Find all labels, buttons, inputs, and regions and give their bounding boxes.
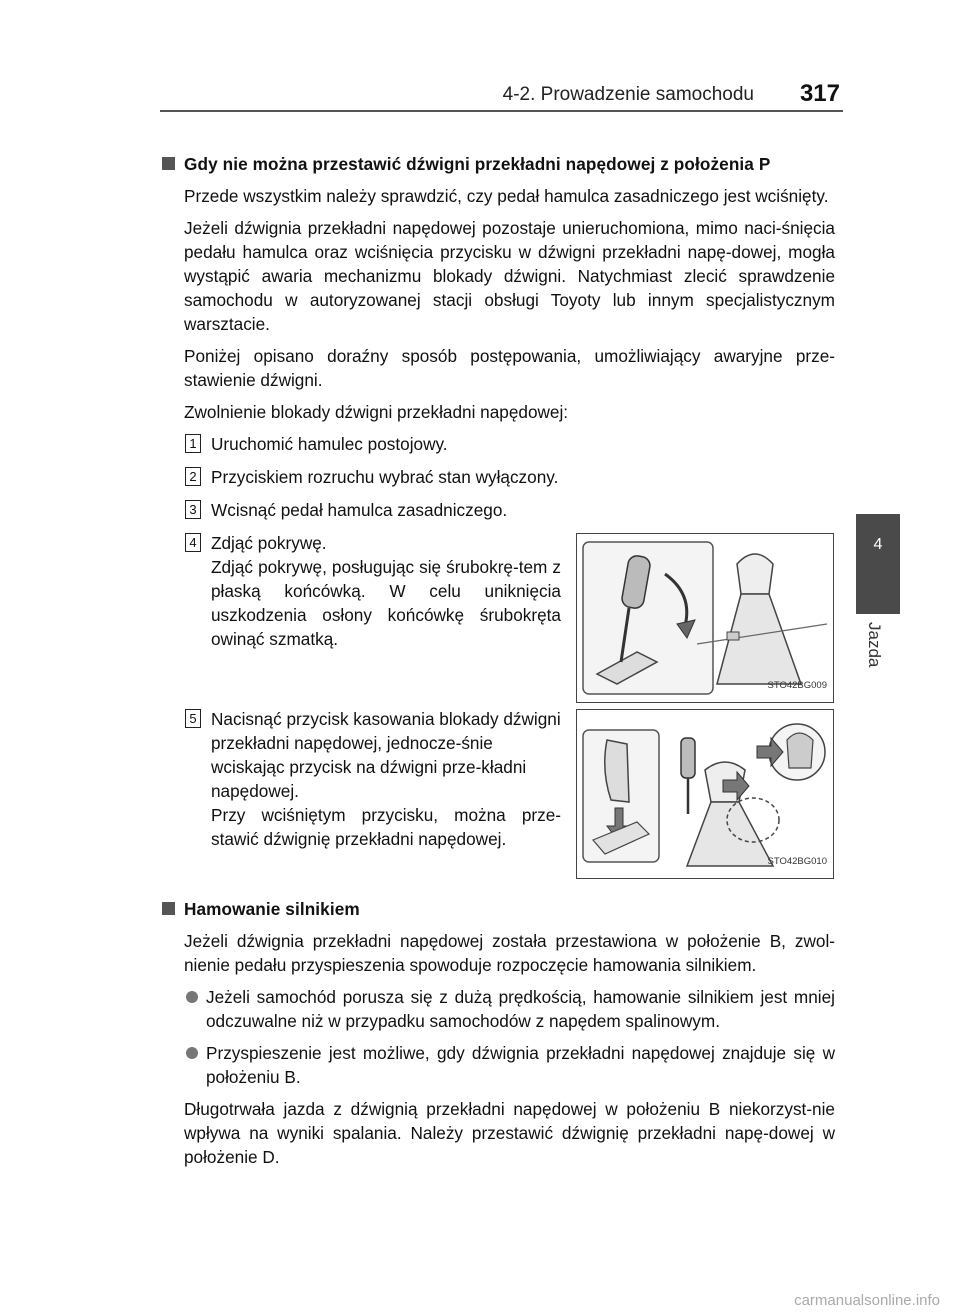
figure-lock-release — [576, 709, 834, 879]
chapter-tab — [856, 514, 900, 614]
step-text: Uruchomić hamulec postojowy. — [211, 434, 448, 454]
bullet-text: Przyspieszenie jest możliwe, gdy dźwignia przekładni napędowej znajduje się w położeniu B. — [206, 1043, 835, 1087]
paragraph: Długotrwała jazda z dźwignią przekładni napędowej w położeniu B niekorzyst-nie wpływa na wyniki spalania. Należy przestawić dźwignię przekładni napę-dowej w położenie D. — [184, 1099, 835, 1167]
step-item — [184, 498, 835, 522]
step-text: Wcisnąć pedał hamulca zasadniczego. — [211, 500, 508, 520]
step-text: Nacisnąć przycisk kasowania blokady dźwigni przekładni napędowej, jednocze-śnie wciskając przycisk na dźwigni prze-kładni napędowej. — [211, 709, 561, 801]
page-header — [180, 78, 840, 114]
step-number: 3 — [185, 500, 201, 519]
step-item — [184, 465, 835, 489]
paragraph: Przede wszystkim należy sprawdzić, czy pedał hamulca zasadniczego jest wciśnięty. — [184, 186, 829, 206]
step-with-figure — [160, 707, 835, 893]
step-item — [184, 432, 835, 456]
step-number: 5 — [185, 709, 201, 728]
section-title — [160, 897, 835, 921]
header-rule — [160, 110, 843, 112]
chapter-tab-label-box — [856, 614, 900, 674]
step-text: Przyciskiem rozruchu wybrać stan wyłączony. — [211, 467, 559, 487]
step-number: 4 — [185, 533, 201, 552]
chapter-title: 4-2. Prowadzenie samochodu — [502, 84, 754, 105]
step-detail: Zdjąć pokrywę, posługując się śrubokrę-tem z płaską końcówką. W celu uniknięcia uszkodzenia osłony końcówkę śrubokręta owinąć szmatką. — [211, 557, 561, 649]
step-text: Zdjąć pokrywę. — [211, 533, 327, 553]
paragraph: Poniżej opisano doraźny sposób postępowania, umożliwiający awaryjne prze-stawienie dźwigni. — [184, 346, 835, 390]
section-title-text: Gdy nie można przestawić dźwigni przekładni napędowej z położenia P — [184, 154, 771, 174]
step-with-figure — [160, 531, 835, 707]
page-number: 317 — [799, 80, 840, 107]
bullet-item — [184, 985, 835, 1033]
step-detail: Przy wciśniętym przycisku, można prze-stawić dźwignię przekładni napędowej. — [211, 805, 561, 849]
figure-code: STO42BG009 — [767, 680, 827, 691]
round-bullet-icon — [186, 991, 198, 1003]
section-title-text: Hamowanie silnikiem — [184, 899, 360, 919]
figure-cover-removal — [576, 533, 834, 703]
round-bullet-icon — [186, 1047, 198, 1059]
step-number: 2 — [185, 467, 201, 486]
chapter-tab-label: Jazda — [865, 622, 884, 668]
bullet-item — [184, 1041, 835, 1089]
page-content — [160, 152, 835, 1177]
step-item — [184, 707, 561, 851]
chapter-tab-number: 4 — [873, 536, 883, 553]
paragraph: Jeżeli dźwignia przekładni napędowej została przestawiona w położenie B, zwol-nienie pedału przyspieszenia spowoduje rozpoczęcie hamowania silnikiem. — [184, 931, 835, 975]
bullet-text: Jeżeli samochód porusza się z dużą prędkością, hamowanie silnikiem jest mniej odczuwalne niż w przypadku samochodów z napędem spalinowym. — [206, 987, 835, 1031]
step-number: 1 — [185, 434, 201, 453]
step-item — [184, 531, 561, 651]
square-bullet-icon — [162, 902, 175, 915]
square-bullet-icon — [162, 157, 175, 170]
paragraph: Zwolnienie blokady dźwigni przekładni napędowej: — [184, 402, 569, 422]
section-title — [160, 152, 835, 176]
figure-code: STO42BG010 — [767, 856, 827, 867]
paragraph: Jeżeli dźwignia przekładni napędowej pozostaje unieruchomiona, mimo naci-śnięcia pedału hamulca oraz wciśnięcia przycisku w dźwigni przekładni napę-dowej, mogła wystąpić awaria mechanizmu blokady dźwigni. Natychmiast zlecić sprawdzenie samochodu w autoryzowanej stacji obsługi Toyoty lub innym specjalistycznym warsztacie. — [184, 218, 835, 334]
watermark-footer: carmanualsonline.info — [794, 1292, 940, 1309]
